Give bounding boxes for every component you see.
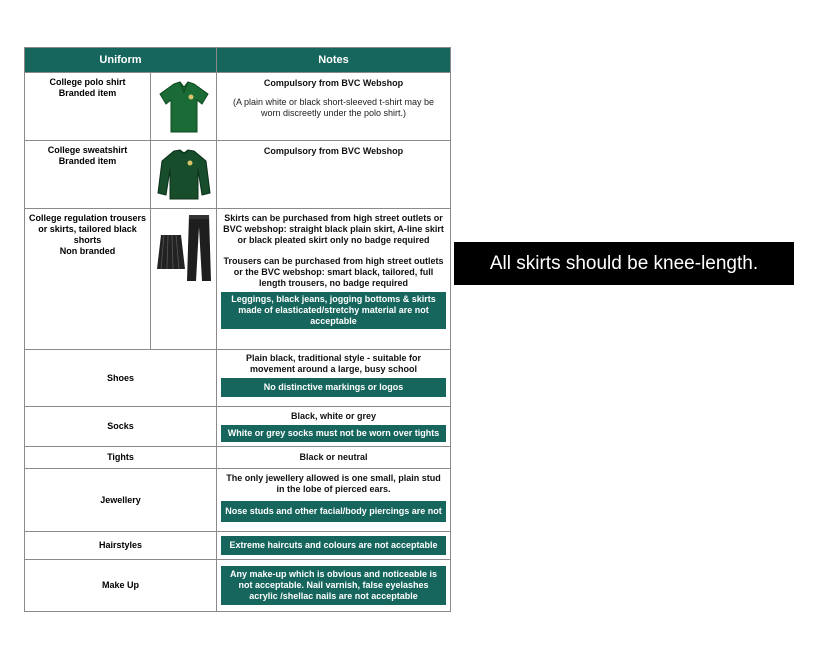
table-row-polo	[25, 73, 451, 141]
table-row-trousers	[25, 209, 451, 350]
sweatshirt-label: College sweatshirt	[47, 145, 128, 155]
hairstyles-bar: Extreme haircuts and colours are not acceptable	[221, 536, 446, 555]
makeup-label: Make Up	[25, 560, 217, 612]
makeup-bar: Any make-up which is obvious and noticeable is not acceptable. Nail varnish, false eyelashes acrylic /shellac nails are not acceptable	[221, 566, 446, 605]
polo-note: Compulsory from BVC Webshop	[263, 78, 404, 88]
shoes-note: Plain black, traditional style - suitable for movement around a large, busy school	[245, 353, 422, 374]
table-row-jewellery	[25, 469, 451, 532]
tights-label: Tights	[25, 447, 217, 469]
jewellery-label: Jewellery	[25, 469, 217, 532]
trousers-note: Trousers can be purchased from high street outlets or the BVC webshop: smart black, tailored, full length trousers, no badge required	[223, 256, 444, 288]
uniform-header: Uniform	[25, 48, 217, 73]
sweatshirt-icon	[150, 141, 216, 208]
uniform-table	[24, 47, 451, 612]
socks-note: Black, white or grey	[290, 411, 377, 421]
polo-label: College polo shirt	[49, 77, 126, 87]
hairstyles-label: Hairstyles	[25, 532, 217, 560]
trousers-uniform-cell	[25, 209, 217, 350]
tights-note: Black or neutral	[217, 447, 451, 469]
polo-shirt-icon	[150, 73, 216, 140]
sweatshirt-sublabel: Branded item	[58, 156, 117, 166]
table-header-row	[25, 48, 451, 73]
notes-header: Notes	[217, 48, 451, 73]
table-row-socks	[25, 407, 451, 447]
makeup-notes-cell	[217, 560, 451, 612]
table-row-hairstyles	[25, 532, 451, 560]
jewellery-bar: Nose studs and other facial/body piercings are not	[221, 501, 446, 522]
table-row-makeup	[25, 560, 451, 612]
socks-label: Socks	[25, 407, 217, 447]
trousers-sublabel: Non branded	[59, 246, 116, 256]
callout-text: All skirts should be knee-length.	[489, 252, 759, 274]
skirt-and-trousers-icon	[150, 209, 216, 349]
polo-notes-cell	[217, 73, 451, 141]
hairstyles-notes-cell	[217, 532, 451, 560]
socks-notes-cell	[217, 407, 451, 447]
trousers-warning-bar: Leggings, black jeans, jogging bottoms & skirts made of elasticated/stretchy material are not acceptable	[221, 292, 446, 329]
skirts-note: Skirts can be purchased from high street outlets or BVC webshop: straight black plain skirt, A-line skirt or black pleated skirt only no badge required	[223, 213, 444, 245]
shoes-notes-cell	[217, 350, 451, 407]
polo-uniform-cell	[25, 73, 217, 141]
polo-sublabel: Branded item	[58, 88, 117, 98]
socks-bar: White or grey socks must not be worn over tights	[221, 425, 446, 442]
jewellery-note: The only jewellery allowed is one small, plain stud in the lobe of pierced ears.	[226, 473, 441, 494]
table-row-sweatshirt	[25, 141, 451, 209]
jewellery-notes-cell	[217, 469, 451, 532]
knee-length-callout	[454, 242, 794, 285]
shoes-label: Shoes	[25, 350, 217, 407]
trousers-label: College regulation trousers or skirts, tailored black shorts	[28, 213, 147, 245]
table-row-tights	[25, 447, 451, 469]
sweatshirt-notes-cell	[217, 141, 451, 209]
shoes-bar: No distinctive markings or logos	[221, 378, 446, 397]
sweatshirt-uniform-cell	[25, 141, 217, 209]
table-row-shoes	[25, 350, 451, 407]
polo-note-detail: (A plain white or black short-sleeved t-shirt may be worn discreetly under the polo shirt.)	[232, 97, 435, 118]
trousers-notes-cell	[217, 209, 451, 350]
sweatshirt-note: Compulsory from BVC Webshop	[263, 146, 404, 156]
